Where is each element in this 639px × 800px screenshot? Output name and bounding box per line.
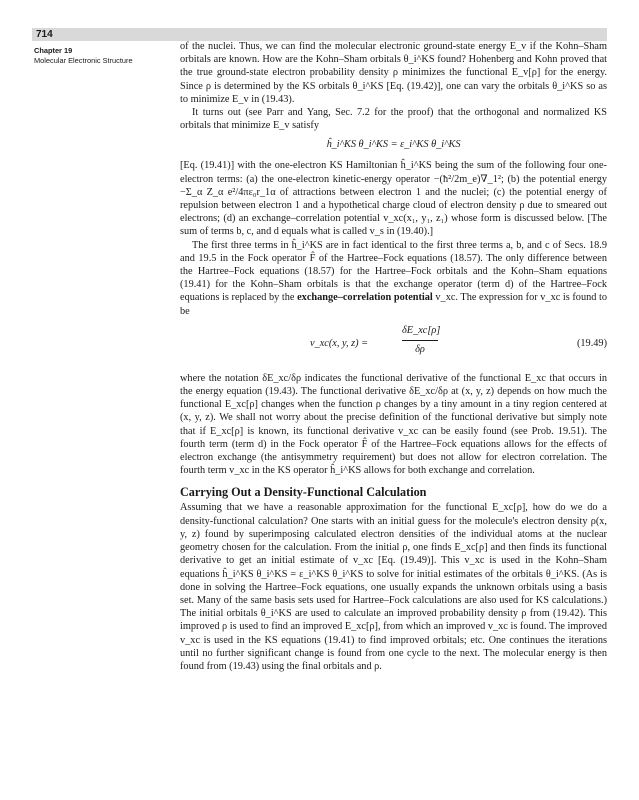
paragraph-3: [Eq. (19.41)] with the one-electron KS Hamiltonian ĥ_i^KS being the sum of the following four one-electron terms: (a) the one-electron kinetic-energy operator −(ħ²/2m_e)∇_1²; (b) the potential energy −Σ_α Z_α e²/4πε₀r_1α of attractions between electron 1 and the nuclei; (c) the potential energy of repulsion between electron 1 and a hypothetical charge cloud of electron density ρ due to smeared out electrons; (d) an exchange–correlation potential v_xc(x₁, y₁, z₁) whose form is discussed below. [The sum of terms b, c, and d equals what is called v_s in (19.40).] bbox=[180, 160, 607, 238]
chapter-label: Chapter 19 bbox=[34, 46, 73, 55]
exchange-correlation-term: exchange–correlation potential bbox=[297, 292, 433, 304]
chapter-title: Molecular Electronic Structure bbox=[34, 56, 133, 65]
paragraph-2: It turns out (see Parr and Yang, Sec. 7.2 for the proof) that the orthogonal and normalized KS orbitals that minimize E_v satisfy bbox=[180, 107, 607, 132]
page-number: 714 bbox=[36, 29, 53, 40]
running-head bbox=[34, 46, 169, 66]
equation-fraction bbox=[402, 324, 441, 357]
paragraph-4 bbox=[180, 239, 607, 318]
paragraph-6: Assuming that we have a reasonable approximation for the functional E_xc[ρ], how do we do a density-functional calculation? One starts with an initial guess for the molecule's electron density ρ(x, y, z) found by superimposing calculated electron densities of the individual atoms at the nuclear geometry chosen for the calculation. From the initial ρ, one finds E_xc[ρ] and then finds its functional derivative to get an initial estimate of v_xc [Eq. (19.49)]. This v_xc is used in the Kohn–Sham equations ĥ_i^KS θ_i^KS = ε_i^KS θ_i^KS to solve for initial estimates of the orbitals θ_i^KS. (As is done in solving the Hartree–Fock equations, one usually expands the unknown orbitals using a basis set. Many of the same basis sets used for Hartree–Fock calculations are also used for KS calculations.) The initial orbitals θ_i^KS are used to calculate an improved probability density ρ from (19.42). This improved ρ is used to find an improved E_xc[ρ], from which an improved v_xc is found. The improved v_xc is used in the KS equations (19.41) to find improved orbitals; etc. One continues the iterations until no further significant change is found from one cycle to the next. The molecular energy is then found from (19.43) using the final orbitals and ρ. bbox=[180, 502, 607, 672]
fraction-denominator: δρ bbox=[415, 343, 425, 355]
equation-number: (19.49) bbox=[576, 337, 607, 349]
paragraph-5: where the notation δE_xc/δρ indicates the functional derivative of the functional E_xc that occurs in the energy equation (19.43). The functional derivative δE_xc/δρ at (x, y, z) depends on how much the functional E_xc[ρ] changes when the function ρ changes by a tiny amount in a tiny region centered at (x, y, z). We shall not worry about the precise definition of the functional derivative but simply note that if E_xc[ρ] is known, its functional derivative v_xc can be easily found (see Prob. 19.51). The fourth term (term d) in the Fock operator F̂ of the Hartree–Fock equations allows for the effects of electron exchange (the antisymmetry requirement) but does not allow for electron correlation. The fourth term v_xc in the KS operator ĥ_i^KS allows for both exchange and correlation. bbox=[180, 372, 607, 477]
ks-equation: ĥ_i^KS θ_i^KS = ε_i^KS θ_i^KS bbox=[326, 139, 461, 151]
equation-lhs: v_xc(x, y, z) = bbox=[310, 337, 369, 349]
equation-19-49 bbox=[180, 322, 607, 366]
paragraph-1: of the nuclei. Thus, we can find the molecular electronic ground-state energy E_v if the Kohn–Sham orbitals are known. How are the Kohn–Sham orbitals θ_i^KS found? Hohenberg and Kohn proved that the true ground-state electron probability density ρ minimizes the functional E_v[ρ] for the energy. Since ρ is determined by the KS orbitals θ_i^KS [Eq. (19.42)], one can vary the orbitals θ_i^KS so as to minimize E_v in (19.43). bbox=[180, 41, 607, 105]
section-heading: Carrying Out a Density-Functional Calculation bbox=[180, 485, 427, 500]
body-text bbox=[180, 40, 607, 673]
fraction-bar bbox=[402, 340, 438, 341]
paragraph-4-end: v_xc. The expression for v_xc is found to be bbox=[180, 292, 608, 317]
fraction-numerator: δE_xc[ρ] bbox=[402, 324, 441, 336]
paragraph-4-start: The first three terms in ĥ_i^KS are in fact identical to the first three terms a, b, and c of Secs. 18.9 and 19.5 in the Fock operator F̂ of the Hartree–Fock equations (18.57). The only difference between the Hartree–Fock equations (18.57) for the Hartree–Fock orbitals and the Kohn–Sham equations (19.41) for the Kohn–Sham orbitals is that the exchange operator (term d) of the Hartree–Fock equations is replaced by the bbox=[180, 239, 607, 304]
